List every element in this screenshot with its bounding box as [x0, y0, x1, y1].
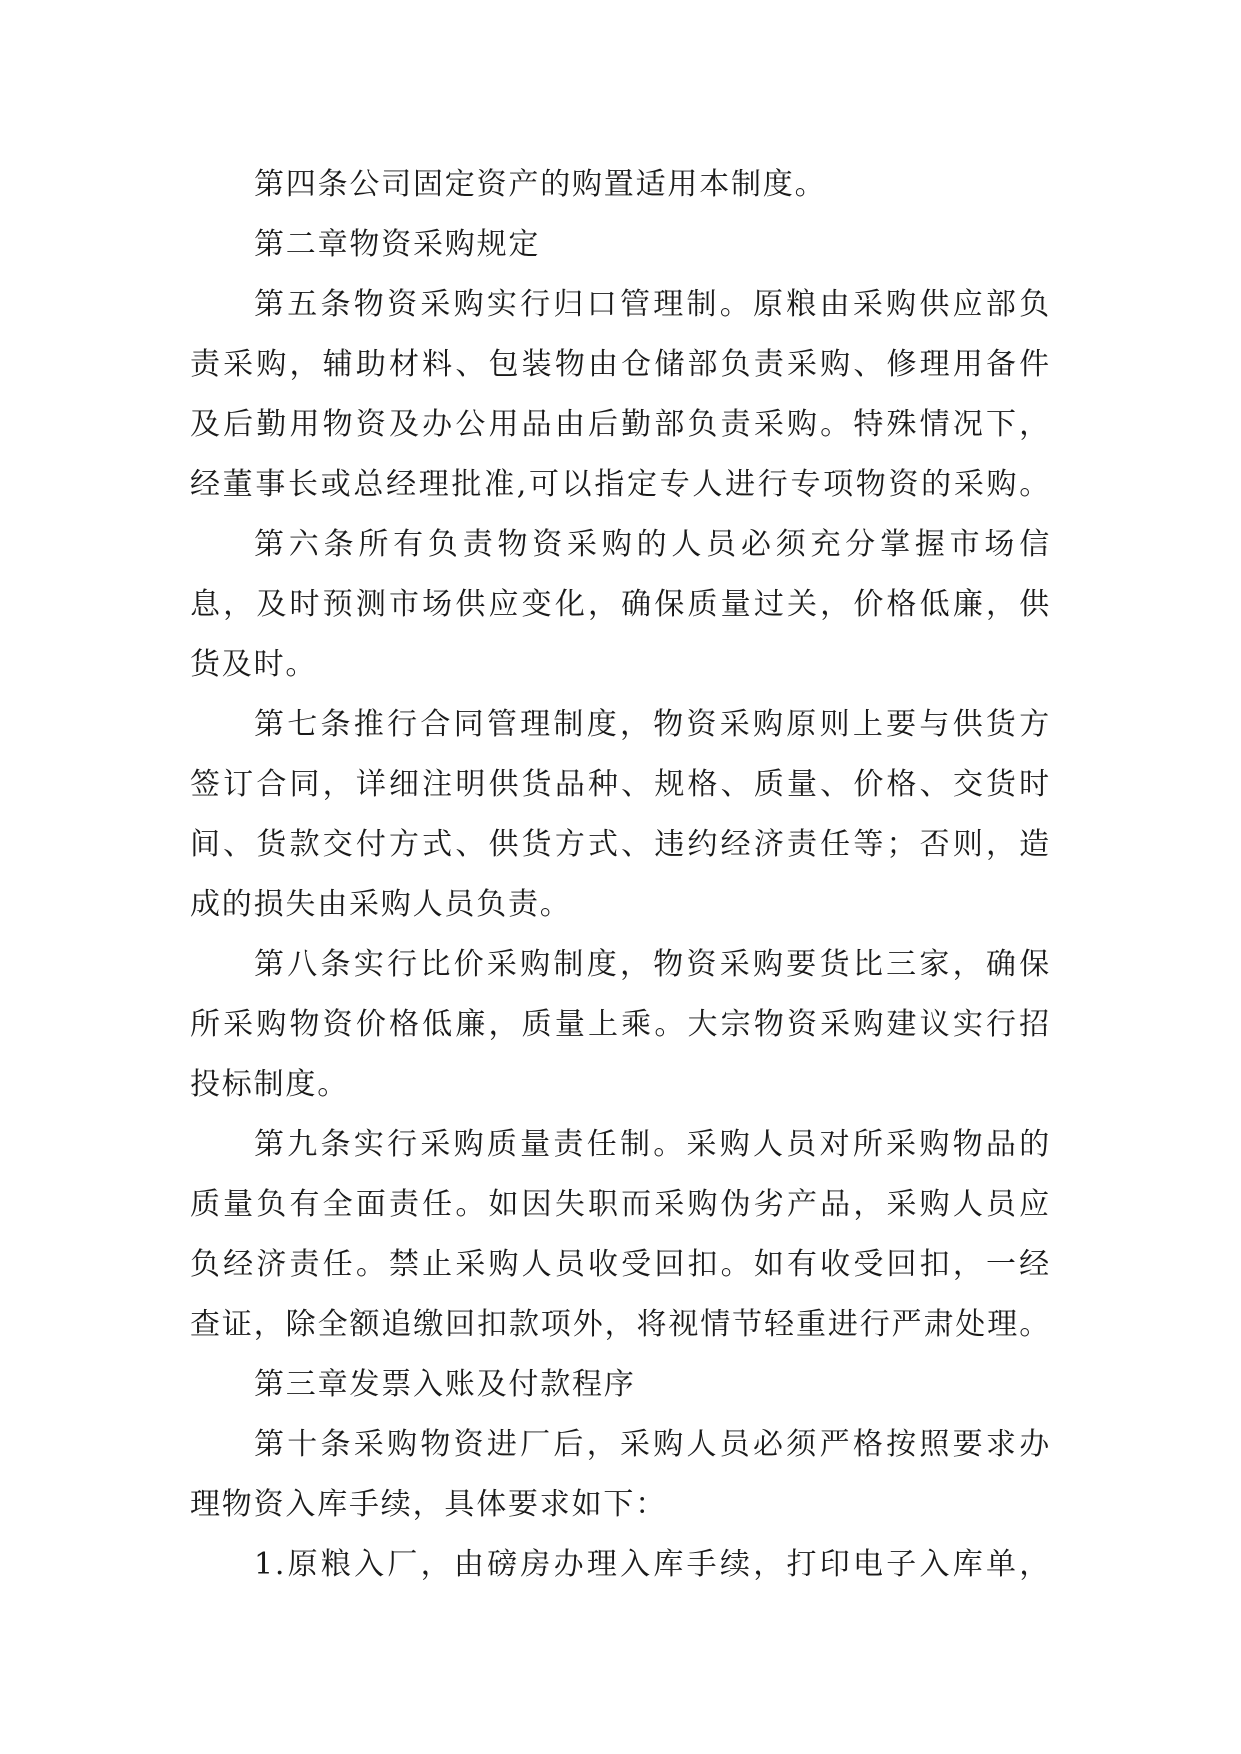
text-line [190, 1055, 1051, 1115]
document-body [190, 155, 1051, 1595]
paragraph [190, 935, 1051, 1115]
text-line [190, 515, 1051, 575]
line-text: 第三章发票入账及付款程序 [254, 1367, 636, 1402]
text-line [190, 1115, 1051, 1175]
text-line [190, 1415, 1051, 1475]
line-text: 所采购物资价格低廉，质量上乘。大宗物资采购建议实行招 [190, 1007, 1051, 1042]
line-text: 负经济责任。禁止采购人员收受回扣。如有收受回扣，一经 [190, 1247, 1051, 1282]
text-line [190, 455, 1051, 515]
line-text: 及后勤用物资及办公用品由后勤部负责采购。特殊情况下， [190, 407, 1051, 442]
line-text: 理物资入库手续，具体要求如下： [190, 1487, 667, 1522]
text-line [190, 1295, 1051, 1355]
text-line [190, 575, 1051, 635]
text-line [190, 1475, 1051, 1535]
text-line [190, 875, 1051, 935]
line-text: 第九条实行采购质量责任制。采购人员对所采购物品的 [254, 1127, 1051, 1162]
text-line [190, 335, 1051, 395]
paragraph [190, 155, 1051, 215]
paragraph [190, 515, 1051, 695]
line-text: 第五条物资采购实行归口管理制。原粮由采购供应部负 [254, 287, 1051, 322]
text-line [190, 215, 1051, 275]
line-text: 签订合同，详细注明供货品种、规格、质量、价格、交货时 [190, 767, 1051, 802]
text-line [190, 395, 1051, 455]
paragraph [190, 1415, 1051, 1535]
line-text: 责采购，辅助材料、包装物由仓储部负责采购、修理用备件 [190, 347, 1051, 382]
text-line [190, 1535, 1051, 1595]
text-line [190, 1355, 1051, 1415]
text-line [190, 1175, 1051, 1235]
text-line [190, 995, 1051, 1055]
line-text: 第四条公司固定资产的购置适用本制度。 [254, 167, 827, 202]
line-text: 第八条实行比价采购制度，物资采购要货比三家，确保 [254, 947, 1051, 982]
text-line [190, 275, 1051, 335]
line-text: 第六条所有负责物资采购的人员必须充分掌握市场信 [254, 527, 1051, 562]
text-line [190, 635, 1051, 695]
line-text: 1.原粮入厂，由磅房办理入库手续，打印电子入库单， [254, 1547, 1051, 1582]
line-text: 息，及时预测市场供应变化，确保质量过关，价格低廉，供 [190, 587, 1051, 622]
line-text: 第二章物资采购规定 [254, 227, 541, 262]
text-line [190, 155, 1051, 215]
text-line [190, 755, 1051, 815]
paragraph [190, 1355, 1051, 1415]
line-text: 质量负有全面责任。如因失职而采购伪劣产品，采购人员应 [190, 1187, 1051, 1222]
text-line [190, 1235, 1051, 1295]
text-line [190, 815, 1051, 875]
paragraph [190, 275, 1051, 515]
line-text: 投标制度。 [190, 1067, 349, 1102]
line-text: 第七条推行合同管理制度，物资采购原则上要与供货方 [254, 707, 1051, 742]
line-text: 货及时。 [190, 647, 318, 682]
paragraph [190, 215, 1051, 275]
line-text: 经董事长或总经理批准,可以指定专人进行专项物资的采购。 [190, 467, 1051, 502]
text-line [190, 695, 1051, 755]
line-text: 间、货款交付方式、供货方式、违约经济责任等；否则，造 [190, 827, 1051, 862]
line-text: 第十条采购物资进厂后，采购人员必须严格按照要求办 [254, 1427, 1051, 1462]
paragraph [190, 1535, 1051, 1595]
line-text: 查证，除全额追缴回扣款项外，将视情节轻重进行严肃处理。 [190, 1307, 1051, 1342]
text-line [190, 935, 1051, 995]
paragraph [190, 695, 1051, 935]
line-text: 成的损失由采购人员负责。 [190, 887, 572, 922]
paragraph [190, 1115, 1051, 1355]
